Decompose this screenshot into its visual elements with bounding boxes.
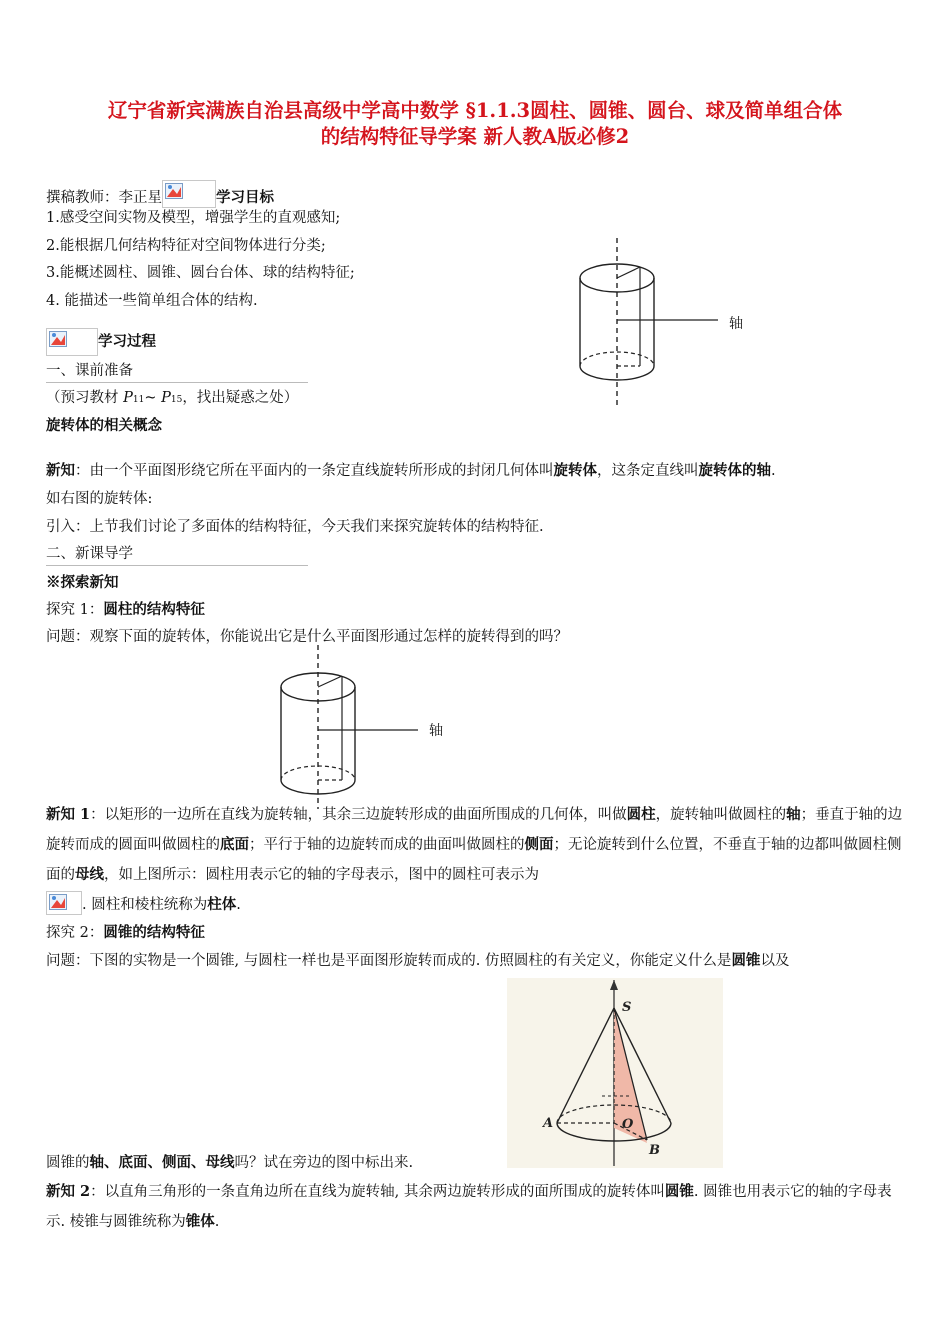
- xinzhi-2-paragraph: 新知 2：以直角三角形的一条直角边所在直线为旋转轴, 其余两边旋转形成的面所围成的旋转体叫圆锥. 圆锥也用表示它的轴的字母表示. 棱锥与圆锥统称为锥体.: [46, 1183, 892, 1230]
- preview-note: （预习教材 P11~ P15，找出疑惑之处）: [46, 390, 299, 406]
- title-line-2: 的结构特征导学案 新人教A版必修2: [320, 125, 630, 148]
- document-title: [40, 98, 910, 150]
- broken-image-icon: [46, 891, 82, 915]
- xinzhi-line-2: 如右图的旋转体:: [46, 491, 153, 507]
- question-1: 问题：观察下面的旋转体，你能说出它是什么平面图形通过怎样的旋转得到的吗？: [46, 629, 568, 645]
- goal-4: 4. 能描述一些简单组合体的结构.: [46, 293, 258, 309]
- explore-heading: ※探索新知: [46, 574, 119, 591]
- question-2: 问题：下图的实物是一个圆锥, 与圆柱一样也是平面图形旋转而成的. 仿照圆柱的有关定义，你能定义什么是圆锥以及: [46, 952, 790, 969]
- goal-3: 3.能概述圆柱、圆锥、圆台台体、球的结构特征;: [46, 265, 355, 281]
- process-heading: 学习过程: [98, 333, 156, 350]
- process-line: [46, 320, 156, 356]
- author-line: [46, 180, 274, 208]
- axis-label-top: 轴: [729, 316, 743, 332]
- title-line-1: 辽宁省新宾满族自治县高级中学高中数学 §1.1.3圆柱、圆锥、圆台、球及简单组合体: [107, 99, 843, 122]
- goal-1: 1.感受空间实物及模型，增强学生的直观感知;: [46, 210, 341, 226]
- explore-1-line: 探究 1：圆柱的结构特征: [46, 601, 205, 618]
- goal-2: 2.能根据几何结构特征对空间物体进行分类;: [46, 238, 326, 254]
- xinzhi-paragraph: 新知：由一个平面图形绕它所在平面内的一条定直线旋转所形成的封闭几何体叫旋转体，这条定直线叫旋转体的轴.: [46, 462, 776, 479]
- concept-heading: 旋转体的相关概念: [46, 417, 162, 434]
- author-label: 撰稿教师：李正星: [46, 190, 162, 206]
- intro-line: 引入：上节我们讨论了多面体的结构特征，今天我们来探究旋转体的结构特征.: [46, 519, 544, 535]
- xinzhi-1-paragraph: 新知 1：以矩形的一边所在直线为旋转轴，其余三边旋转形成的曲面所围成的几何体，叫做圆柱，旋转轴叫做圆柱的轴；垂直于轴的边旋转而成的圆面叫做圆柱的底面；平行于轴的边旋转而成的曲面叫做圆柱的侧面；无论旋转到什么位置，不垂直于轴的边都叫做圆柱侧面的母线，如上图所示：圆柱用表示它的轴的字母表示，图中的圆柱可表示为 . 圆柱和棱柱统称为柱体.: [46, 806, 903, 913]
- section-1-heading: 一、课前准备: [46, 361, 308, 383]
- explore-2-line: 探究 2：圆锥的结构特征: [46, 924, 205, 941]
- cone-label-o: O: [622, 1117, 634, 1132]
- goals-heading: 学习目标: [216, 189, 274, 206]
- cone-figure: [507, 978, 723, 1168]
- cylinder-figure-middle: [270, 645, 430, 810]
- cone-label-b: B: [649, 1143, 660, 1158]
- cone-label-s: S: [622, 1000, 632, 1015]
- cone-label-a: A: [543, 1116, 554, 1131]
- question-2-line-2: 圆锥的轴、底面、侧面、母线吗？试在旁边的图中标出来.: [46, 1154, 414, 1171]
- broken-image-icon: [162, 180, 216, 208]
- broken-image-icon: [46, 328, 98, 356]
- axis-label-middle: 轴: [429, 723, 443, 739]
- section-2-heading: 二、新课导学: [46, 544, 308, 566]
